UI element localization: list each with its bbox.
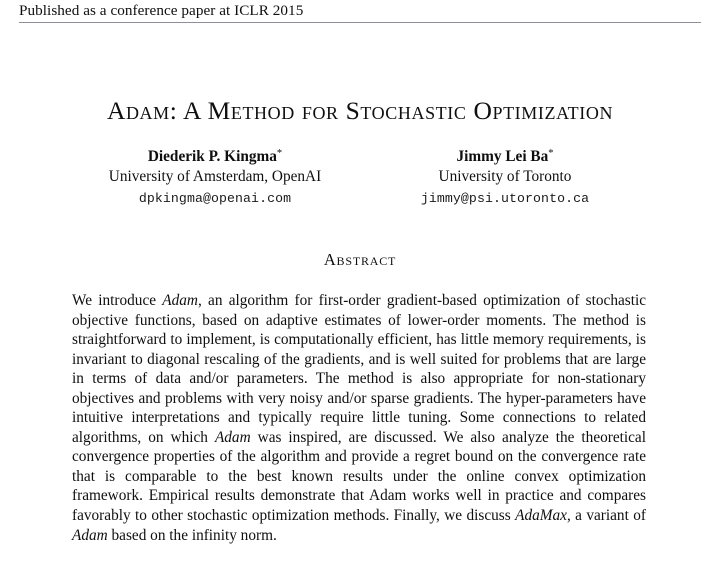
author-name-1 (70, 144, 360, 167)
author-email-1[interactable]: dpkingma@openai.com (138, 190, 292, 206)
emphasized-term: Adam (162, 292, 198, 309)
abstract-heading: Abstract (323, 250, 397, 269)
author-footnote-marker-1: * (276, 148, 283, 159)
author-name-2 (360, 144, 650, 167)
author-footnote-marker-2: * (548, 148, 554, 159)
author-column-1 (70, 144, 360, 209)
author-affiliation-1: University of Amsterdam, OpenAI (108, 168, 322, 185)
author-name-2-text: Jimmy Lei Ba (456, 148, 549, 165)
body-text-run: based on the infinity norm. (107, 526, 277, 544)
author-block (60, 144, 660, 209)
author-column-2 (360, 144, 650, 209)
running-header: Published as a conference paper at ICLR 2015 (19, 2, 304, 19)
abstract-body (72, 291, 646, 545)
emphasized-term: AdaMax (515, 507, 567, 525)
author-email-2[interactable]: jimmy@psi.utoronto.ca (420, 190, 590, 206)
body-text-run: , a variant of (566, 507, 646, 525)
emphasized-term: Adam (72, 526, 108, 544)
page-title: Adam: A Method for Stochastic Optimization (106, 96, 614, 126)
body-text-run: , an algorithm for first-order gradient-based optimization of stochastic objective functions, based on adaptive estimates of lower-order moments. The method is straightforward to implement, is computationally efficient, has little memory requirements, is invariant to diagonal rescaling of the gradients, and is well suited for problems that are large in terms of data and/or parameters. The method is also appropriate for non-stationary objectives and problems with very noisy and/or sparse gradients. The hyper-parameters have intuitive interpretations and typically require little tuning. Some connections to related algorithms, on which (72, 292, 647, 446)
author-name-1-text: Diederik P. Kingma (147, 148, 277, 165)
header-rule (19, 22, 701, 23)
author-affiliation-2: University of Toronto (438, 168, 572, 185)
body-text-run: We introduce (72, 292, 163, 309)
body-text-run: was inspired, are discussed. We also analyze the theoretical convergence properties of the algorithm and provide a regret bound on the convergence rate that is comparable to the best known results under the online convex optimization framework. Empirical results demonstrate that Adam works well in practice and compares favorably to other stochastic optimization methods. Finally, we discuss (72, 428, 646, 525)
emphasized-term: Adam (214, 428, 251, 446)
